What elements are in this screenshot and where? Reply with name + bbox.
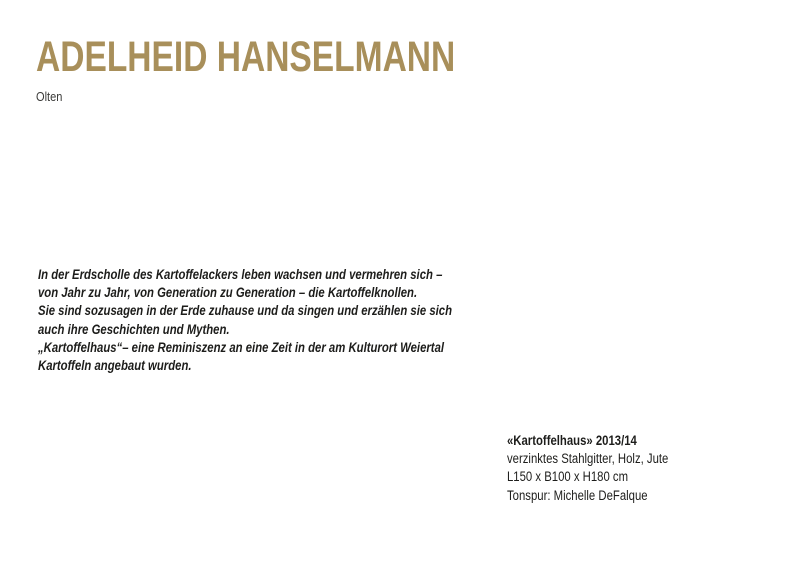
artwork-soundtrack: Tonspur: Michelle DeFalque [507, 487, 648, 503]
description-line: In der Erdscholle des Kartoffelackers leben wachsen und vermehren sich – [38, 267, 443, 282]
artwork-title: «Kartoffelhaus» [507, 433, 593, 448]
artwork-material: verzinktes Stahlgitter, Holz, Jute [507, 451, 669, 467]
artwork-dimensions: L150 x B100 x H180 cm [507, 469, 629, 485]
description-line: auch ihre Geschichten und Mythen. [38, 321, 230, 337]
description-line: Kartoffeln angebaut wurden. [38, 358, 192, 374]
artwork-description [38, 266, 453, 375]
caption-title-line [507, 432, 668, 450]
artwork-year: 2013/14 [592, 433, 637, 448]
artwork-caption [507, 432, 668, 505]
description-line: von Jahr zu Jahr, von Generation zu Generation – die Kartoffelknollen. [38, 285, 418, 301]
description-line: „Kartoffelhaus“– eine Reminiszenz an eine Zeit in der am Kulturort Weiertal [38, 339, 445, 355]
description-line: Sie sind sozusagen in der Erde zuhause und da singen und erzählen sie sich [38, 303, 453, 319]
artist-location: Olten [36, 89, 63, 104]
artist-name: ADELHEID HANSELMANN [36, 33, 456, 81]
